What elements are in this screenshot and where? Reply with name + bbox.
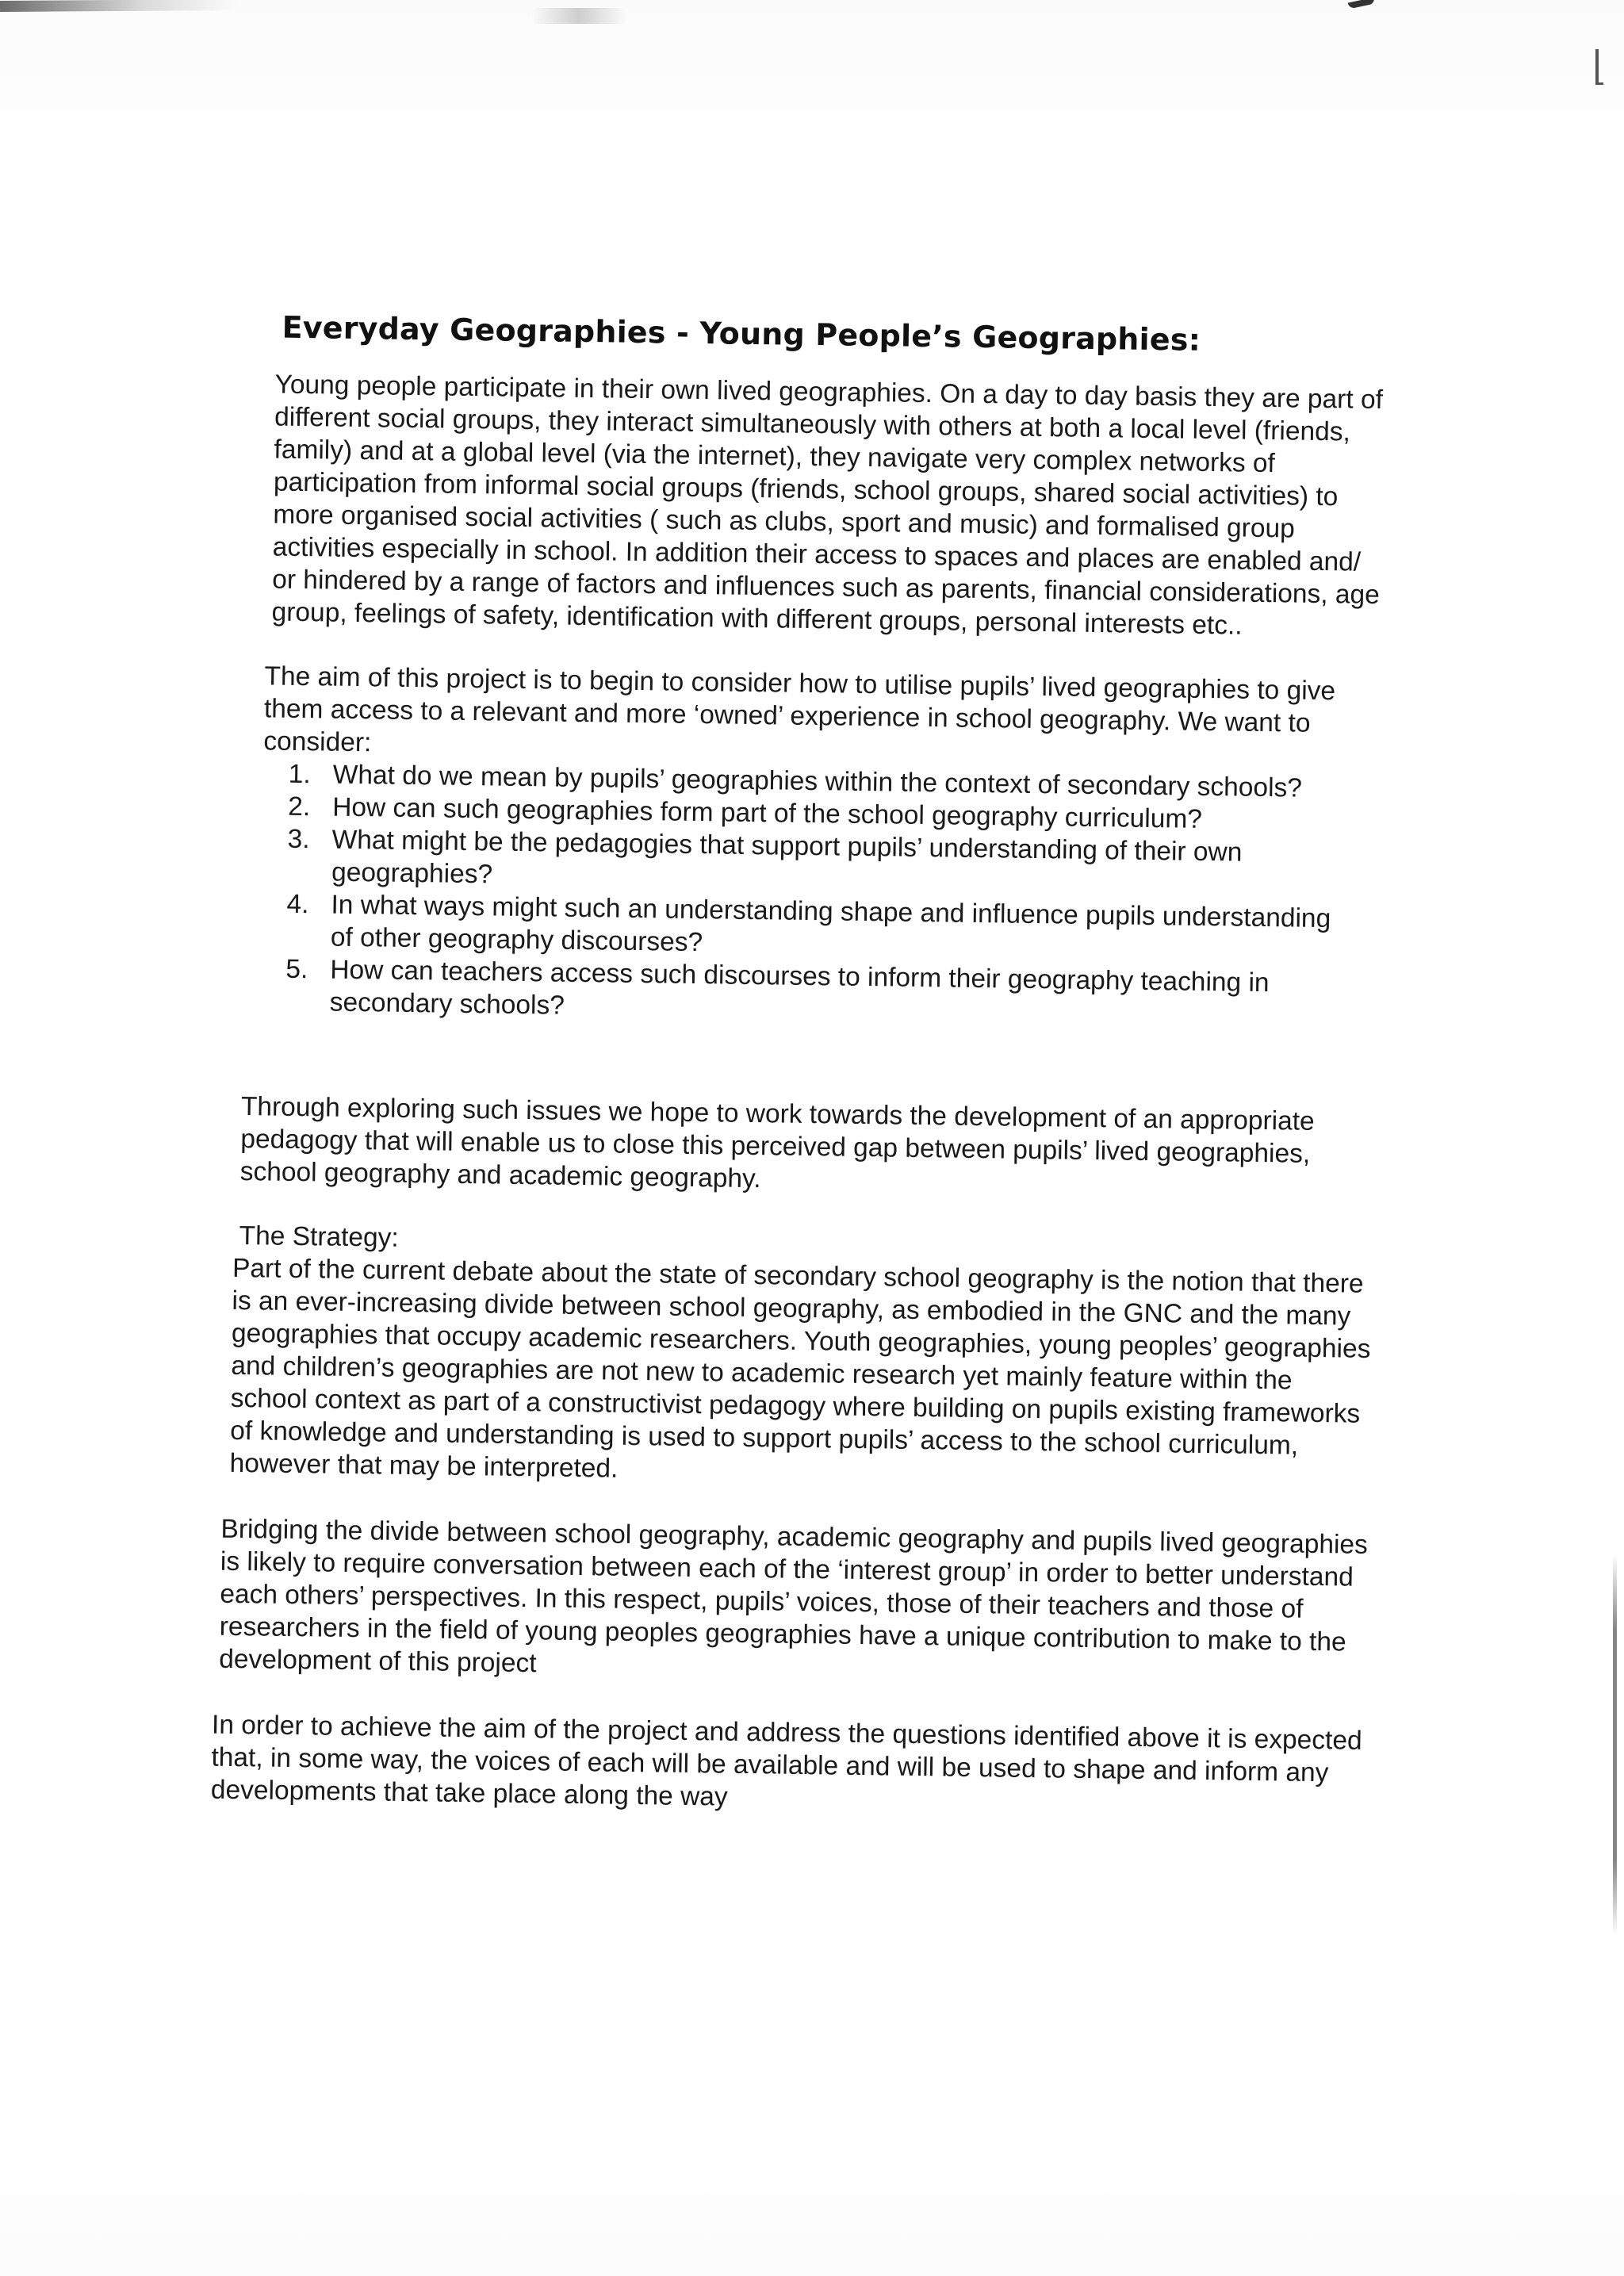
question-text: How can such geographies form part of the school geography curriculum? bbox=[331, 792, 1203, 834]
question-text: What do we mean by pupils’ geographies within the context of secondary schools? bbox=[332, 760, 1303, 803]
document-body bbox=[210, 309, 1388, 1822]
question-number: 5. bbox=[285, 954, 308, 985]
intro-paragraph: Young people participate in their own lived geographies. On a day to day basis they are part of different social groups, they interact simultaneously with others at both a local level (friends, family) and at a global level (via the internet), they navigate very complex networks of participation from informal social groups (friends, school groups, shared social activities) to more organised social activities ( such as clubs, sport and music) and formalised group activities especially in school. In addition their access to spaces and places are enabled and/ or hindered by a range of factors and influences such as parents, financial considerations, age group, feelings of safety, identification with different groups, personal interests etc.. bbox=[271, 370, 1384, 641]
question-text: How can teachers access such discourses to inform their geography teaching in secondary schools? bbox=[329, 955, 1270, 1021]
scan-artifact-corner-mark-foot bbox=[1595, 82, 1603, 85]
bridging-paragraph: Bridging the divide between school geography, academic geography and pupils lived geographies is likely to require conversation between each of the ‘interest group’ in order to better understand each others’ perspectives. In this respect, pupils’ voices, those of their teachers and those of researchers in the field of young peoples geographies have a unique contribution to make to the development of this project bbox=[218, 1514, 1369, 1679]
scan-artifact-corner-mark bbox=[1595, 49, 1599, 84]
document-title: Everyday Geographies - Young People’s Geographies: bbox=[282, 309, 1201, 358]
strategy-heading: The Strategy: bbox=[239, 1220, 400, 1253]
scan-artifact-top-left bbox=[0, 0, 238, 12]
question-number: 4. bbox=[286, 889, 309, 920]
question-number: 1. bbox=[288, 759, 312, 790]
scan-artifact-top-middle bbox=[531, 8, 626, 24]
question-text: In what ways might such an understanding shape and influence pupils understanding of other geography discourses? bbox=[330, 890, 1331, 958]
question-number: 3. bbox=[287, 824, 310, 855]
questions-list bbox=[285, 758, 1381, 1033]
question-number: 2. bbox=[287, 791, 311, 822]
question-text: What might be the pedagogies that support pupils’ understanding of their own geographies? bbox=[331, 825, 1243, 890]
scan-artifact-right-edge bbox=[1613, 1554, 1617, 1935]
scan-artifact-top-right bbox=[1348, 0, 1376, 9]
closing-paragraph: In order to achieve the aim of the project and address the questions identified above it is expected that, in some way, the voices of each will be available and will be used to shape and inform any developments that take place along the way bbox=[210, 1710, 1362, 1812]
strategy-paragraph: Part of the current debate about the state of secondary school geography is the notion that there is an ever-increasing divide between school geography, as embodied in the GNC and the many geographies that occupy academic researchers. Youth geographies, young peoples’ geographies and children’s geographies are not new to academic research yet mainly feature within the school context as part of a constructivist pedagogy where building on pupils existing frameworks of knowledge and understanding is used to support pupils’ access to the school curriculum, however that may be interpreted. bbox=[229, 1253, 1371, 1484]
aim-paragraph: The aim of this project is to begin to consider how to utilise pupils’ lived geographies to give them access to a relevant and more ‘owned’ experience in school geography. We want to consider: bbox=[263, 661, 1336, 758]
exploring-paragraph: Through exploring such issues we hope to work towards the development of an appropriate pedagogy that will enable us to close this perceived gap between pupils’ lived geographies, school geography and academic geography. bbox=[239, 1092, 1315, 1194]
